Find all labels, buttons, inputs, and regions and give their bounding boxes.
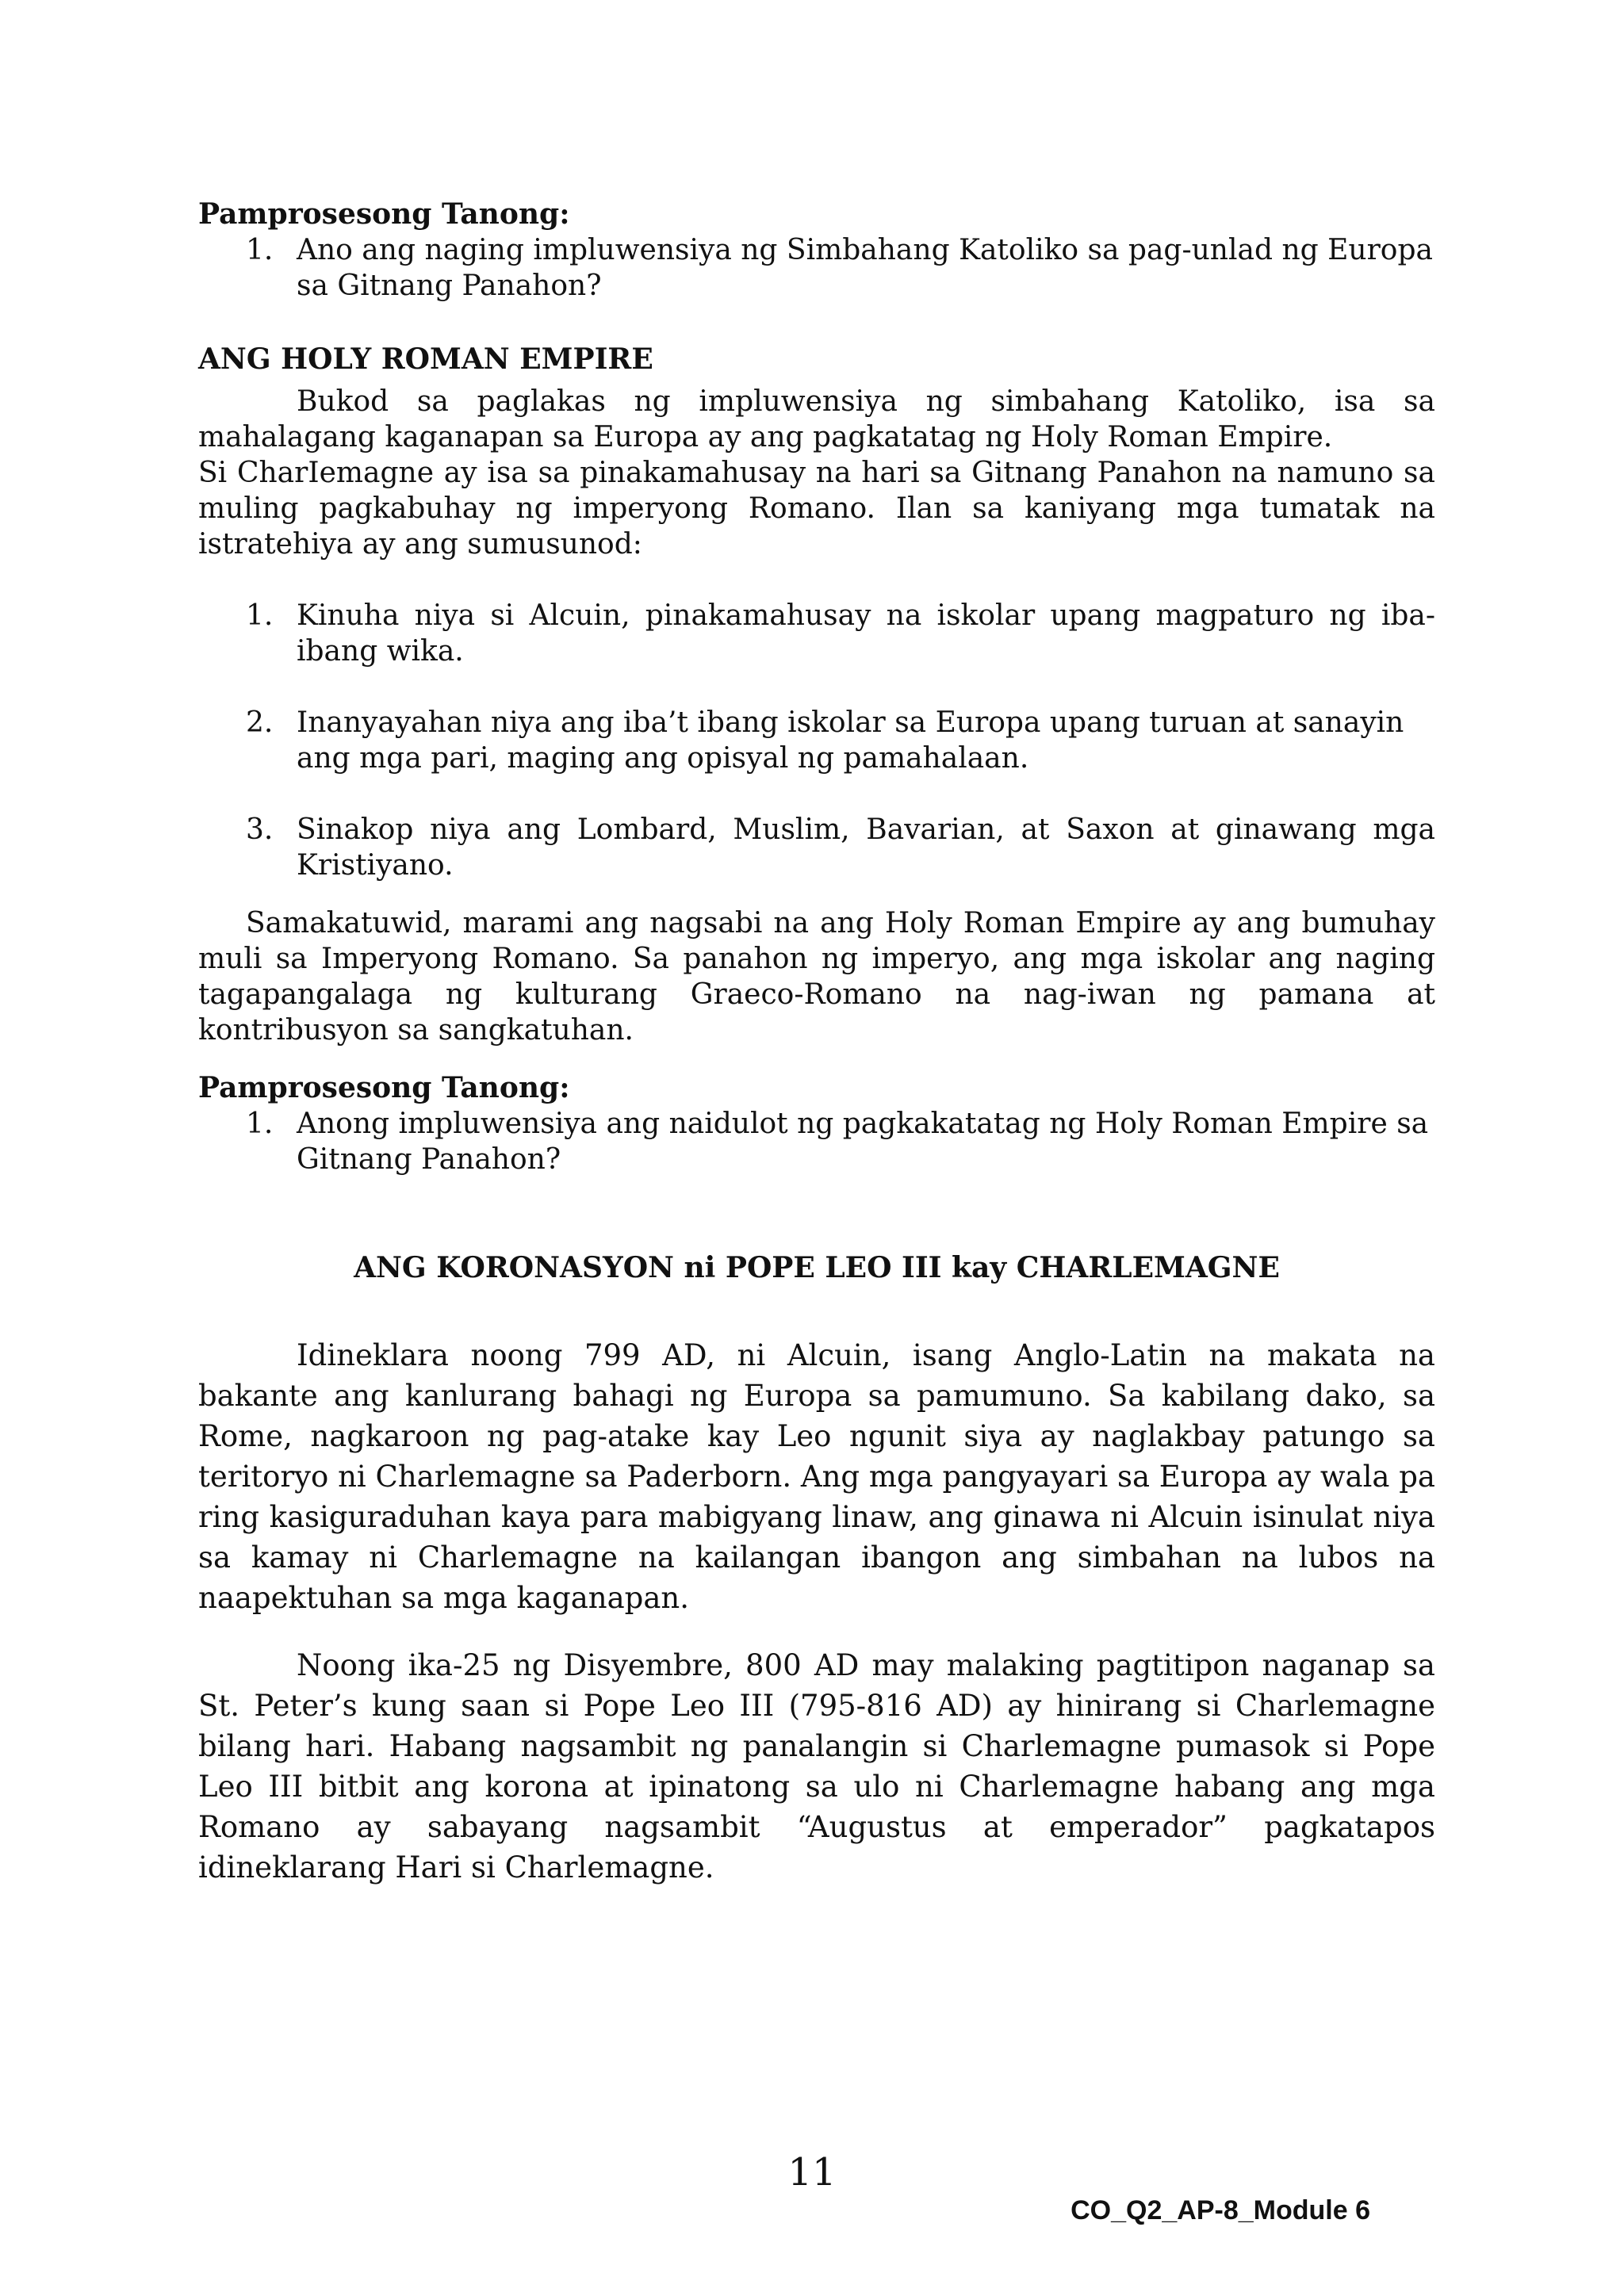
processing-question-list — [198, 232, 1435, 304]
processing-question-heading: Pamprosesong Tanong: — [198, 197, 570, 231]
charlemagne-strategy-list — [198, 598, 1435, 883]
coronation-paragraph-1: Idineklara noong 799 AD, ni Alcuin, isang Anglo-Latin na makata na bakante ang kanlurang bahagi ng Europa sa pamumuno. Sa kabilang dako, sa Rome, nagkaroon ng pag-atake kay Leo ngunit siya ay naglakbay patungo sa teritoryo ni Charlemagne sa Paderborn. Ang mga pangyayari sa Europa ay wala pa ring kasiguraduhan kaya para mabigyang linaw, ang ginawa ni Alcuin isinulat niya sa kamay ni Charlemagne na kailangan ibangon ang simbahan na lubos na naapektuhan sa mga kaganapan. — [198, 1338, 1435, 1615]
module-code-footer: CO_Q2_AP-8_Module 6 — [1071, 2195, 1370, 2225]
question-text: Ano ang naging impluwensiya ng Simbahang Katoliko sa pag-unlad ng Europa sa Gitnang Panahon? — [297, 234, 1433, 302]
strategy-number: 3. — [246, 813, 274, 846]
strategy-item — [198, 598, 1435, 669]
strategy-text: Sinakop niya ang Lombard, Muslim, Bavarian, at Saxon at ginawang mga Kristiyano. — [297, 813, 1435, 882]
question-number: 1. — [246, 1108, 274, 1140]
page-number: 11 — [787, 2150, 837, 2195]
coronation-heading: ANG KORONASYON ni POPE LEO III kay CHARLEMAGNE — [354, 1251, 1280, 1284]
holy-roman-intro-paragraph: Bukod sa paglakas ng impluwensiya ng simbahang Katoliko, isa sa mahalagang kaganapan sa Europa ay ang pagkatatag ng Holy Roman Empire. — [198, 385, 1435, 453]
charlemagne-intro-paragraph: Si CharIemagne ay isa sa pinakamahusay na hari sa Gitnang Panahon na namuno sa muling pagkabuhay ng imperyong Romano. Ilan sa kaniyang mga tumatak na istratehiya ay ang sumusunod: — [198, 457, 1435, 561]
document-page — [198, 197, 1435, 1888]
processing-question-item — [198, 1106, 1435, 1177]
coronation-paragraph-2: Noong ika-25 ng Disyembre, 800 AD may malaking pagtitipon naganap sa St. Peter’s kung saan si Pope Leo III (795-816 AD) ay hinirang si Charlemagne bilang hari. Habang nagsambit ng panalangin si Charlemagne pumasok si Pope Leo III bitbit ang korona at ipinatong sa ulo ni Charlemagne habang ang mga Romano ay sabayang nagsambit “Augustus at emperador” pagkatapos idineklarang Hari si Charlemagne. — [198, 1648, 1435, 1885]
question-text: Anong impluwensiya ang naidulot ng pagkakatatag ng Holy Roman Empire sa Gitnang Panahon? — [297, 1108, 1429, 1176]
holy-roman-empire-heading: ANG HOLY ROMAN EMPIRE — [198, 342, 653, 376]
processing-question-heading: Pamprosesong Tanong: — [198, 1071, 570, 1104]
strategy-text: Inanyayahan niya ang iba’t ibang iskolar sa Europa upang turuan at sanayin ang mga pari, maging ang opisyal ng pamahalaan. — [297, 706, 1404, 775]
holy-roman-conclusion-paragraph: Samakatuwid, marami ang nagsabi na ang Holy Roman Empire ay ang bumuhay muli sa Imperyong Romano. Sa panahon ng imperyo, ang mga iskolar ang naging tagapangalaga ng kulturang Graeco-Romano na nag-iwan ng pamana at kontribusyon sa sangkatuhan. — [198, 907, 1435, 1047]
strategy-number: 2. — [246, 706, 274, 739]
strategy-number: 1. — [246, 599, 274, 632]
strategy-item — [198, 705, 1435, 776]
strategy-item — [198, 812, 1435, 883]
processing-question-list — [198, 1106, 1435, 1177]
strategy-text: Kinuha niya si Alcuin, pinakamahusay na iskolar upang magpaturo ng iba-ibang wika. — [297, 599, 1435, 668]
processing-question-item — [198, 232, 1435, 304]
question-number: 1. — [246, 234, 274, 266]
